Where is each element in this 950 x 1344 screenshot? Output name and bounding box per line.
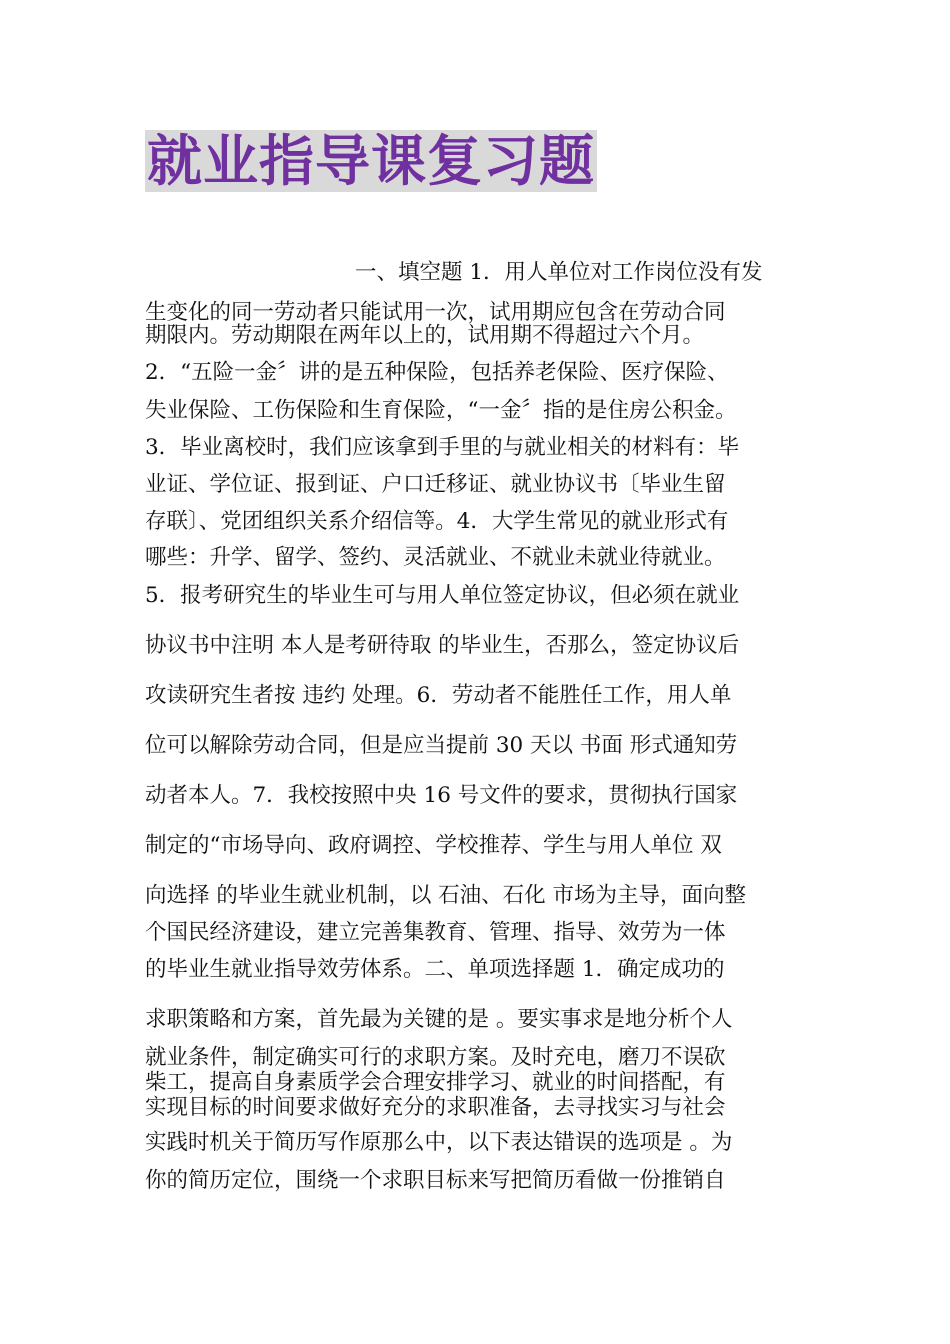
text-line: 一、填空题 1．用人单位对工作岗位没有发	[355, 260, 763, 285]
text-line: 求职策略和方案，首先最为关键的是 。要实事求是地分析个人	[145, 1007, 733, 1032]
text-line: 制定的“市场导向、政府调控、学校推荐、学生与用人单位 双	[145, 833, 722, 858]
text-line: 你的简历定位，围绕一个求职目标来写把简历看做一份推销自	[145, 1168, 726, 1193]
text-line: 柴工，提高自身素质学会合理安排学习、就业的时间搭配，有	[145, 1070, 726, 1095]
text-line: 5．报考研究生的毕业生可与用人单位签定协议，但必须在就业	[145, 583, 740, 608]
text-line: 向选择 的毕业生就业机制，以 石油、石化 市场为主导，面向整	[145, 883, 747, 908]
text-line: 哪些：升学、留学、签约、灵活就业、不就业未就业待就业。	[145, 545, 726, 570]
text-line: 的毕业生就业指导效劳体系。二、单项选择题 1．确定成功的	[145, 957, 725, 982]
text-line: 实现目标的时间要求做好充分的求职准备，去寻找实习与社会	[145, 1095, 726, 1120]
text-line: 攻读研究生者按 违约 处理。6．劳动者不能胜任工作，用人单	[145, 683, 732, 708]
text-line: 失业保险、工伤保险和生育保险，“一金〞指的是住房公积金。	[145, 398, 737, 423]
text-line: 2．“五险一金〞讲的是五种保险，包括养老保险、医疗保险、	[145, 360, 729, 385]
text-line: 协议书中注明 本人是考研待取 的毕业生，否那么，签定协议后	[145, 633, 740, 658]
text-line: 个国民经济建设，建立完善集教育、管理、指导、效劳为一体	[145, 920, 726, 945]
text-line: 位可以解除劳动合同，但是应当提前 30 天以 书面 形式通知劳	[145, 733, 738, 758]
text-line: 就业条件，制定确实可行的求职方案。及时充电，磨刀不误砍	[145, 1045, 726, 1070]
document-title: 就业指导课复习题	[147, 129, 596, 193]
text-line: 生变化的同一劳动者只能试用一次，试用期应包含在劳动合同	[145, 300, 726, 325]
text-line: 实践时机关于简历写作原那么中，以下表达错误的选项是 。为	[145, 1130, 733, 1155]
text-line: 期限内。劳动期限在两年以上的，试用期不得超过六个月。	[145, 323, 705, 348]
text-line: 业证、学位证、报到证、户口迁移证、就业协议书〔毕业生留	[145, 472, 726, 497]
text-line: 3．毕业离校时，我们应该拿到手里的与就业相关的材料有：毕	[145, 435, 740, 460]
text-line: 存联〕、党团组织关系介绍信等。4．大学生常见的就业形式有	[145, 509, 729, 534]
text-line: 动者本人。7．我校按照中央 16 号文件的要求，贯彻执行国家	[145, 783, 738, 808]
